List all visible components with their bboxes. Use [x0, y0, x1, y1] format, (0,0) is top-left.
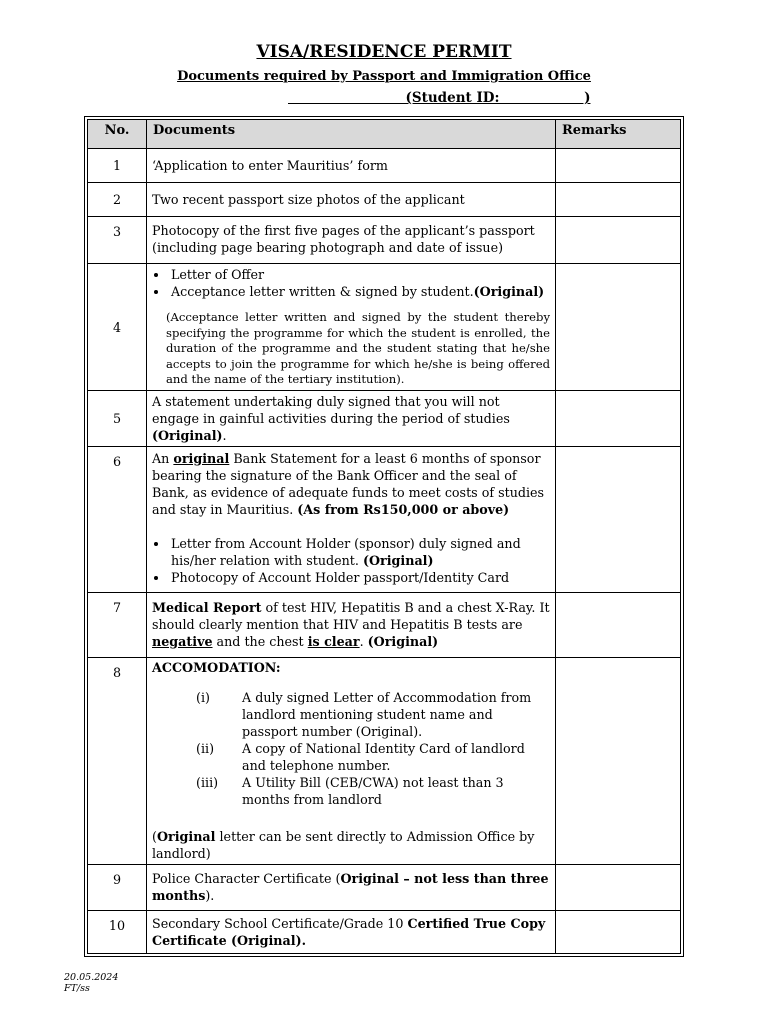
list-item [169, 283, 550, 300]
list-item: A copy of National Identity Card of landlord and telephone number. [242, 741, 525, 773]
table-row [88, 217, 681, 264]
page-title: VISA/RESIDENCE PERMIT [256, 42, 512, 62]
remarks-cell [556, 149, 681, 183]
remarks-cell [556, 865, 681, 911]
footer-reference: FT/ss [64, 983, 90, 994]
remarks-cell [556, 264, 681, 391]
remarks-cell [556, 593, 681, 658]
original-tag: (Original) [473, 284, 545, 299]
list-item-text: Acceptance letter written & signed by student. [171, 284, 474, 299]
description-text: A statement undertaking duly signed that you will not engage in gainful activities during the period of studies [152, 394, 510, 426]
original-tag: Original – not less than three months [152, 871, 549, 903]
column-header-remarks: Remarks [556, 120, 681, 149]
remarks-cell [556, 658, 681, 865]
description-text: of test HIV, Hepatitis B and a chest X-Ray. It should clearly mention that HIV and Hepatitis B tests are [152, 600, 550, 632]
is-clear-emphasis: is clear [307, 634, 360, 649]
table-row [88, 658, 681, 865]
list-item: • Letter of Offer [169, 266, 550, 283]
negative-emphasis: negative [152, 634, 213, 649]
bullet-list [152, 266, 550, 300]
document-description [147, 264, 556, 391]
certified-copy-note: Certified True Copy Certificate (Original). [152, 916, 546, 948]
list-item [169, 535, 550, 569]
document-description [147, 658, 556, 865]
documents-table [87, 119, 681, 954]
original-emphasis: original [173, 451, 230, 466]
column-header-documents: Documents [147, 120, 556, 149]
accommodation-list [196, 689, 550, 808]
row-number: 2 [88, 183, 147, 217]
list-number: (i) [196, 690, 210, 705]
description-text: and the chest [212, 634, 308, 649]
remarks-cell [556, 911, 681, 954]
table-row [88, 183, 681, 217]
row-number: 10 [88, 911, 147, 954]
list-item: A duly signed Letter of Accommodation from landlord mentioning student name and passport number (Original). [242, 690, 532, 739]
description-end: ). [205, 888, 215, 903]
description-text: . [359, 634, 368, 649]
paragraph-start: An [152, 451, 174, 466]
row-number: 4 [88, 264, 147, 391]
accommodation-note [152, 828, 550, 862]
table-row [88, 149, 681, 183]
acceptance-letter-note: (Acceptance letter written and signed by the student thereby specifying the programme for which the student is enrolled, the duration of the programme and the student stating that he/she accepts to join the programme for which he/she is being offered and the name of the tertiary institution). [166, 310, 550, 386]
note-open: ( [152, 829, 157, 844]
original-emphasis: Original [156, 829, 216, 844]
table-row [88, 865, 681, 911]
table-header-row [88, 120, 681, 149]
row-number: 6 [88, 447, 147, 593]
note-text: letter can be sent directly to Admission Office by landlord) [152, 829, 535, 861]
description-text: Police Character Certificate ( [152, 871, 341, 886]
document-description [147, 447, 556, 593]
medical-report-label: Medical Report [152, 600, 262, 615]
description-text: Secondary School Certificate/Grade 10 [152, 916, 408, 931]
list-number: (iii) [196, 775, 219, 790]
original-tag: (Original) [367, 634, 439, 649]
remarks-cell [556, 391, 681, 447]
row-number: 1 [88, 149, 147, 183]
list-number: (ii) [196, 741, 215, 756]
document-description: Photocopy of the first five pages of the applicant’s passport (including page bearing photograph and date of issue) [147, 217, 556, 264]
original-tag: (Original) [362, 553, 434, 568]
row-number: 7 [88, 593, 147, 658]
paragraph-text: Bank Statement for a least 6 months of sponsor bearing the signature of the Bank Officer and the seal of Bank, as evidence of adequate funds to meet costs of studies and stay in Mauritius. [152, 451, 545, 517]
document-description: ‘Application to enter Mauritius’ form [147, 149, 556, 183]
document-description: Two recent passport size photos of the applicant [147, 183, 556, 217]
list-item-text: Letter from Account Holder (sponsor) duly signed and his/her relation with student. [171, 536, 521, 568]
document-description [147, 865, 556, 911]
bank-statement-paragraph [152, 450, 550, 518]
bullet-list [152, 535, 550, 586]
row-number: 9 [88, 865, 147, 911]
row-number: 8 [88, 658, 147, 865]
remarks-cell [556, 183, 681, 217]
remarks-cell [556, 447, 681, 593]
table-row [88, 593, 681, 658]
document-footer [64, 972, 118, 994]
table-row [88, 447, 681, 593]
accommodation-heading: ACCOMODATION: [152, 660, 281, 675]
remarks-cell [556, 217, 681, 264]
description-end: . [222, 428, 227, 443]
footer-date: 20.05.2024 [64, 972, 119, 983]
document-description [147, 593, 556, 658]
list-item: A Utility Bill (CEB/CWA) not least than 3 months from landlord [242, 775, 504, 807]
table-row [88, 911, 681, 954]
column-header-no: No. [88, 120, 147, 149]
table-row [88, 264, 681, 391]
documents-table-frame [84, 116, 684, 957]
table-row [88, 391, 681, 447]
document-description [147, 911, 556, 954]
student-id-line: (Student ID: ) [288, 90, 591, 106]
page-subtitle: Documents required by Passport and Immigration Office [177, 69, 591, 84]
row-number: 3 [88, 217, 147, 264]
amount-note: (As from Rs150,000 or above) [297, 502, 510, 517]
document-description [147, 391, 556, 447]
original-tag: (Original) [152, 428, 223, 443]
row-number: 5 [88, 391, 147, 447]
list-item: • Photocopy of Account Holder passport/Identity Card [169, 569, 550, 586]
